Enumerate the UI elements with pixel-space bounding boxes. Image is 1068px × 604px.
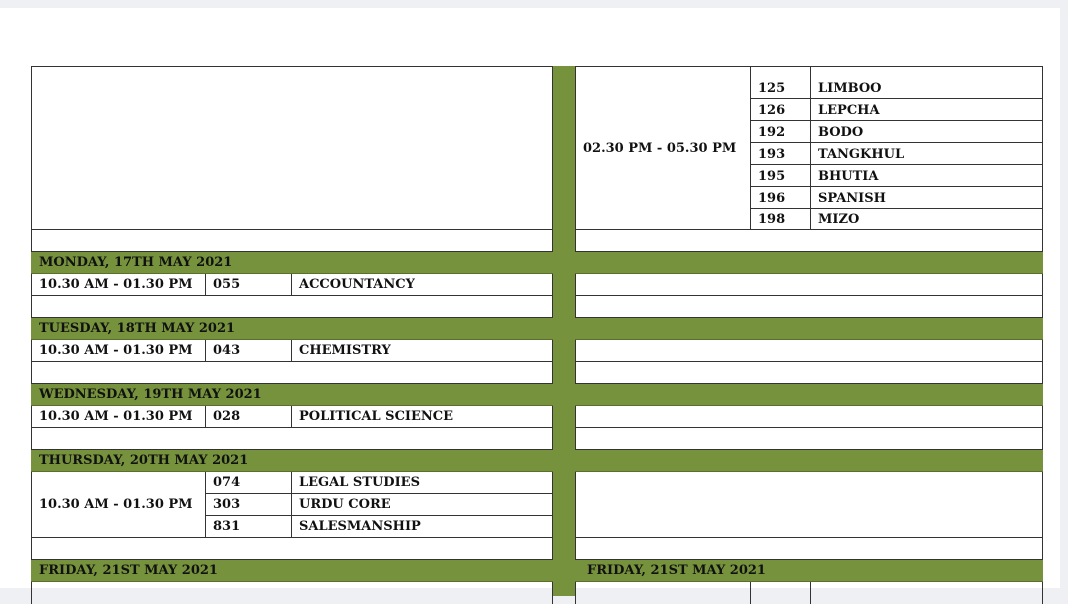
- subject-code: 831: [213, 519, 241, 534]
- subject-name: ACCOUNTANCY: [299, 277, 415, 292]
- day-header-monday: [31, 252, 553, 274]
- subject-code: 028: [213, 409, 241, 424]
- col-separator: [810, 582, 811, 604]
- subject-name: TANGKHUL: [818, 146, 905, 162]
- subject-name: LEGAL STUDIES: [299, 475, 420, 490]
- subject-code: 074: [213, 475, 241, 490]
- day-date: MONDAY, 17TH MAY 2021: [39, 255, 233, 270]
- subject-code: 193: [758, 146, 786, 162]
- page: [0, 8, 1060, 588]
- subject-code: 196: [758, 190, 786, 206]
- exam-row: [31, 340, 553, 362]
- day-date: THURSDAY, 20TH MAY 2021: [39, 453, 249, 468]
- green-band: [575, 252, 1043, 274]
- subject-code: 192: [758, 124, 786, 140]
- empty-row: [575, 472, 1043, 538]
- subject-code: 126: [758, 102, 786, 118]
- spacer-row: [31, 362, 553, 384]
- subject-name: MIZO: [818, 212, 860, 227]
- subject-name: BODO: [818, 124, 864, 140]
- exam-time: 10.30 AM - 01.30 PM: [39, 497, 193, 512]
- exam-time: 10.30 AM - 01.30 PM: [39, 409, 193, 424]
- spacer-row: [31, 428, 553, 450]
- day-date: WEDNESDAY, 19TH MAY 2021: [39, 387, 262, 402]
- exam-time: 02.30 PM - 05.30 PM: [583, 140, 737, 156]
- day-date: FRIDAY, 21ST MAY 2021: [587, 563, 766, 578]
- spacer-row: [575, 362, 1043, 384]
- green-band: [575, 318, 1043, 340]
- exam-time: 10.30 AM - 01.30 PM: [39, 343, 193, 358]
- subject-name: POLITICAL SCIENCE: [299, 409, 454, 424]
- day-header-wednesday: [31, 384, 553, 406]
- exam-row: [31, 274, 553, 296]
- day-date: TUESDAY, 18TH MAY 2021: [39, 321, 236, 336]
- subject-name: BHUTIA: [818, 168, 879, 184]
- col-separator: [750, 582, 751, 604]
- date-sheet-table: [31, 66, 1043, 596]
- subject-name: SALESMANSHIP: [299, 519, 421, 534]
- exam-row-multi: [31, 472, 553, 538]
- subject-code: 125: [758, 80, 786, 96]
- spacer-row: [575, 230, 1043, 252]
- empty-row: [575, 274, 1043, 296]
- spacer-row: [31, 230, 553, 252]
- afternoon-session-block: [575, 66, 1043, 230]
- day-header-thursday: [31, 450, 553, 472]
- spacer-row: [31, 296, 553, 318]
- subject-name: LEPCHA: [818, 102, 880, 118]
- subject-name: URDU CORE: [299, 497, 391, 512]
- subject-code: 198: [758, 212, 786, 227]
- spacer-row: [575, 538, 1043, 560]
- column-divider: [553, 66, 575, 596]
- exam-row: [31, 406, 553, 428]
- spacer-row: [31, 538, 553, 560]
- empty-row: [575, 406, 1043, 428]
- spacer-row: [575, 428, 1043, 450]
- subject-name: CHEMISTRY: [299, 343, 391, 358]
- empty-row: [575, 340, 1043, 362]
- spacer-row: [575, 296, 1043, 318]
- exam-row-partial: [31, 582, 553, 604]
- subject-code: 055: [213, 277, 241, 292]
- green-band: [575, 384, 1043, 406]
- subject-name: SPANISH: [818, 190, 886, 206]
- day-date: FRIDAY, 21ST MAY 2021: [39, 563, 218, 578]
- exam-row-partial: [575, 582, 1043, 604]
- subject-name: LIMBOO: [818, 80, 882, 96]
- day-header-friday-right: [575, 560, 1043, 582]
- day-header-tuesday: [31, 318, 553, 340]
- green-band: [575, 450, 1043, 472]
- subject-code: 195: [758, 168, 786, 184]
- left-top-empty-cell: [31, 66, 553, 230]
- exam-time: 10.30 AM - 01.30 PM: [39, 277, 193, 292]
- day-header-friday: [31, 560, 553, 582]
- subject-code: 303: [213, 497, 241, 512]
- subject-code: 043: [213, 343, 241, 358]
